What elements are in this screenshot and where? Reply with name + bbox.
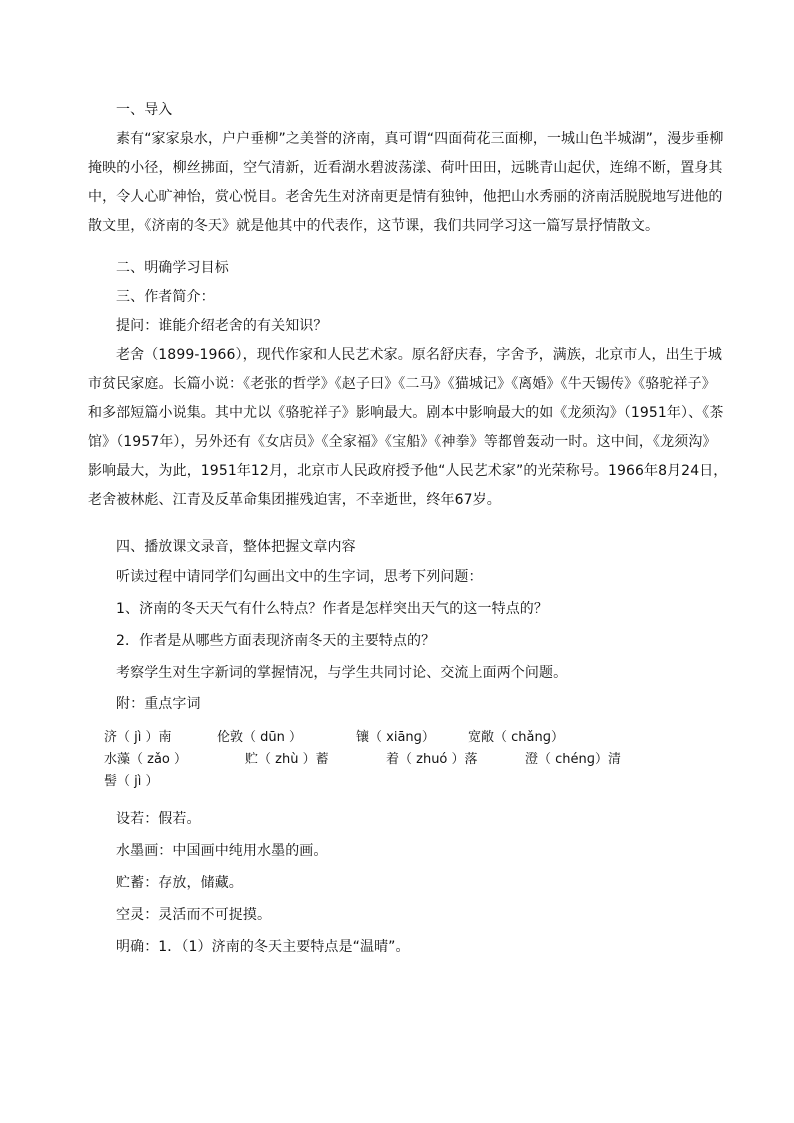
- vocab-item: 髻（ jì ）: [104, 774, 159, 789]
- vocab-item: 贮（ zhù ）蓄: [245, 752, 329, 767]
- heading-author: 三、作者简介：: [116, 289, 215, 305]
- inspect-note: 考察学生对生字新词的掌握情况，与学生共同讨论、交流上面两个问题。: [116, 665, 568, 681]
- vocab-item: 伦敦（ dūn ）: [217, 730, 302, 745]
- definition-2: 水墨画：中国画中纯用水墨的画。: [116, 843, 328, 859]
- definition-1: 设若：假若。: [116, 811, 201, 827]
- clarify-line: 明确：1．（1）济南的冬天主要特点是“温晴”。: [116, 939, 410, 955]
- question-2: 2．作者是从哪些方面表现济南冬天的主要特点的？: [116, 633, 436, 649]
- vocab-item: 澄（ chénɡ）清: [525, 752, 622, 767]
- definition-3: 贮蓄：存放，储藏。: [116, 875, 243, 891]
- vocab-item: 水藻（ zǎo ）: [104, 752, 188, 767]
- heading-intro: 一、导入: [116, 102, 173, 118]
- heading-goals: 二、明确学习目标: [116, 260, 229, 276]
- question-author: 提问：谁能介绍老舍的有关知识？: [116, 318, 328, 334]
- listen-instruction: 听读过程中请同学们勾画出文中的生字词，思考下列问题：: [116, 569, 483, 585]
- vocab-item: 宽敞（ chǎnɡ）: [468, 730, 564, 745]
- appendix-heading: 附：重点字词: [116, 696, 201, 712]
- vocab-item: 着（ zhuó ）落: [386, 752, 478, 767]
- definition-4: 空灵：灵活而不可捉摸。: [116, 907, 272, 923]
- paragraph-intro: 素有“家家泉水，户户垂柳”之美誉的济南，真可谓“四面荷花三面柳，一城山色半城湖”，漫步垂柳掩映的小径，柳丝拂面，空气清新，近看湖水碧波荡漾、荷叶田田，远眺青山起伏，连绵不断，置身其中，令人心旷神怡，赏心悦目。老舍先生对济南更是情有独钟，他把山水秀丽的济南活脱脱地写进他的散文里，《济南的冬天》就是他其中的代表作，这节课，我们共同学习这一篇写景抒情散文。: [88, 131, 724, 234]
- vocab-item: 济（ jì ）南: [104, 730, 172, 745]
- vocab-item: 镶（ xiānɡ）: [356, 730, 435, 745]
- question-1: 1、济南的冬天天气有什么特点？作者是怎样突出天气的这一特点的？: [116, 601, 549, 617]
- paragraph-author: 老舍（1899-1966），现代作家和人民艺术家。原名舒庆春，字舍予，满族，北京市人，出生于城市贫民家庭。长篇小说：《老张的哲学》《赵子曰》《二马》《猫城记》《离婚》《牛天锡传》《骆驼祥子》和多部短篇小说集。其中尤以《骆驼祥子》影响最大。剧本中影响最大的如《龙须沟》（1951年）、《茶馆》（1957年），另外还有《女店员》《全家福》《宝船》《神拳》等都曾轰动一时。这中间，《龙须沟》影响最大，为此，1951年12月，北京市人民政府授予他“人民艺术家”的光荣称号。1966年8月24日，老舍被林彪、江青及反革命集团摧残迫害，不幸逝世，终年67岁。: [88, 347, 728, 508]
- heading-recording: 四、播放课文录音，整体把握文章内容: [116, 539, 356, 555]
